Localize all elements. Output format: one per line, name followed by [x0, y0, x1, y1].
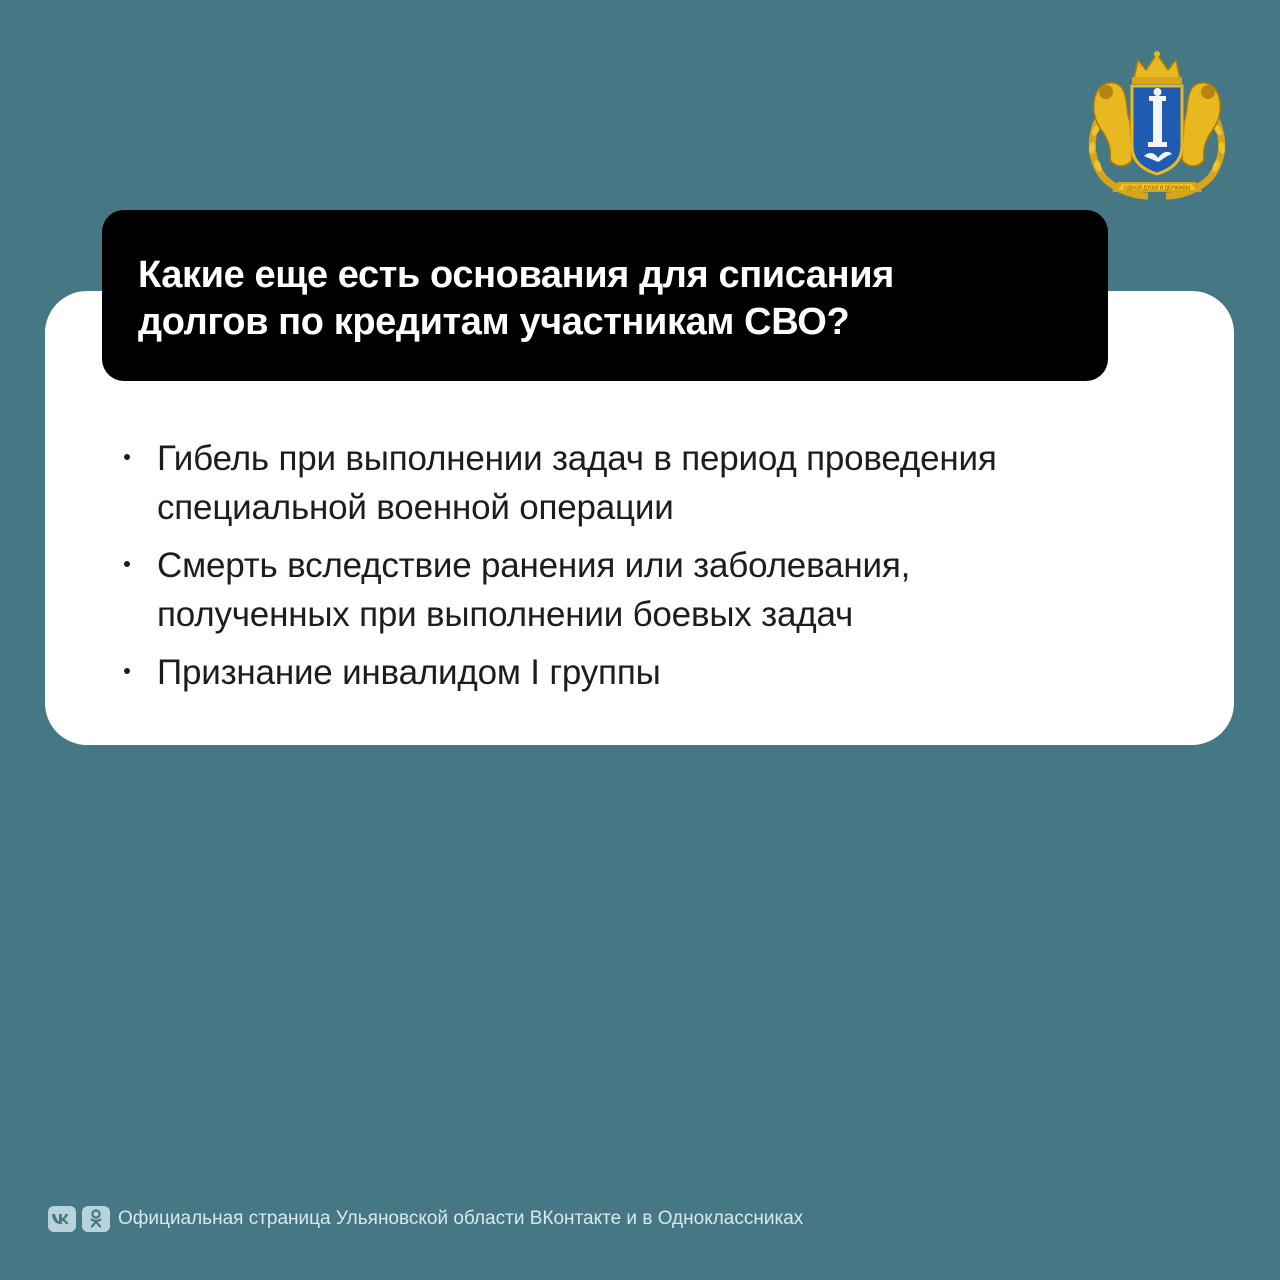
footer [48, 1206, 803, 1232]
list-item [116, 541, 997, 639]
bullet-icon [124, 561, 130, 567]
heading-title [138, 252, 1078, 346]
heading-box [102, 210, 1108, 381]
bullet-icon [124, 668, 130, 674]
list-item-line: специальной военной операции [157, 488, 674, 527]
list-item-line: Признание инвалидом I группы [157, 653, 661, 692]
vk-icon[interactable] [48, 1206, 76, 1232]
list-item-line: Гибель при выполнении задач в период проведения [157, 439, 997, 478]
list-item-line: полученных при выполнении боевых задач [157, 595, 853, 634]
list-item [116, 434, 997, 532]
grounds-list [116, 434, 997, 706]
heading-line: Какие еще есть основания для списания [138, 254, 894, 296]
heading-line: долгов по кредитам участникам СВО? [138, 301, 850, 343]
ulyanovsk-coat-of-arms-icon [1076, 50, 1238, 202]
emblem-motto: ОДНОЙ ДУШИ И ДЕРЖАВЫ [1123, 185, 1191, 192]
list-item-line: Смерть вследствие ранения или заболевания, [157, 546, 911, 585]
list-item [116, 648, 997, 697]
odnoklassniki-icon[interactable] [82, 1206, 110, 1232]
footer-text[interactable]: Официальная страница Ульяновской области ВКонтакте и в Одноклассниках [118, 1208, 804, 1229]
bullet-icon [124, 454, 130, 460]
